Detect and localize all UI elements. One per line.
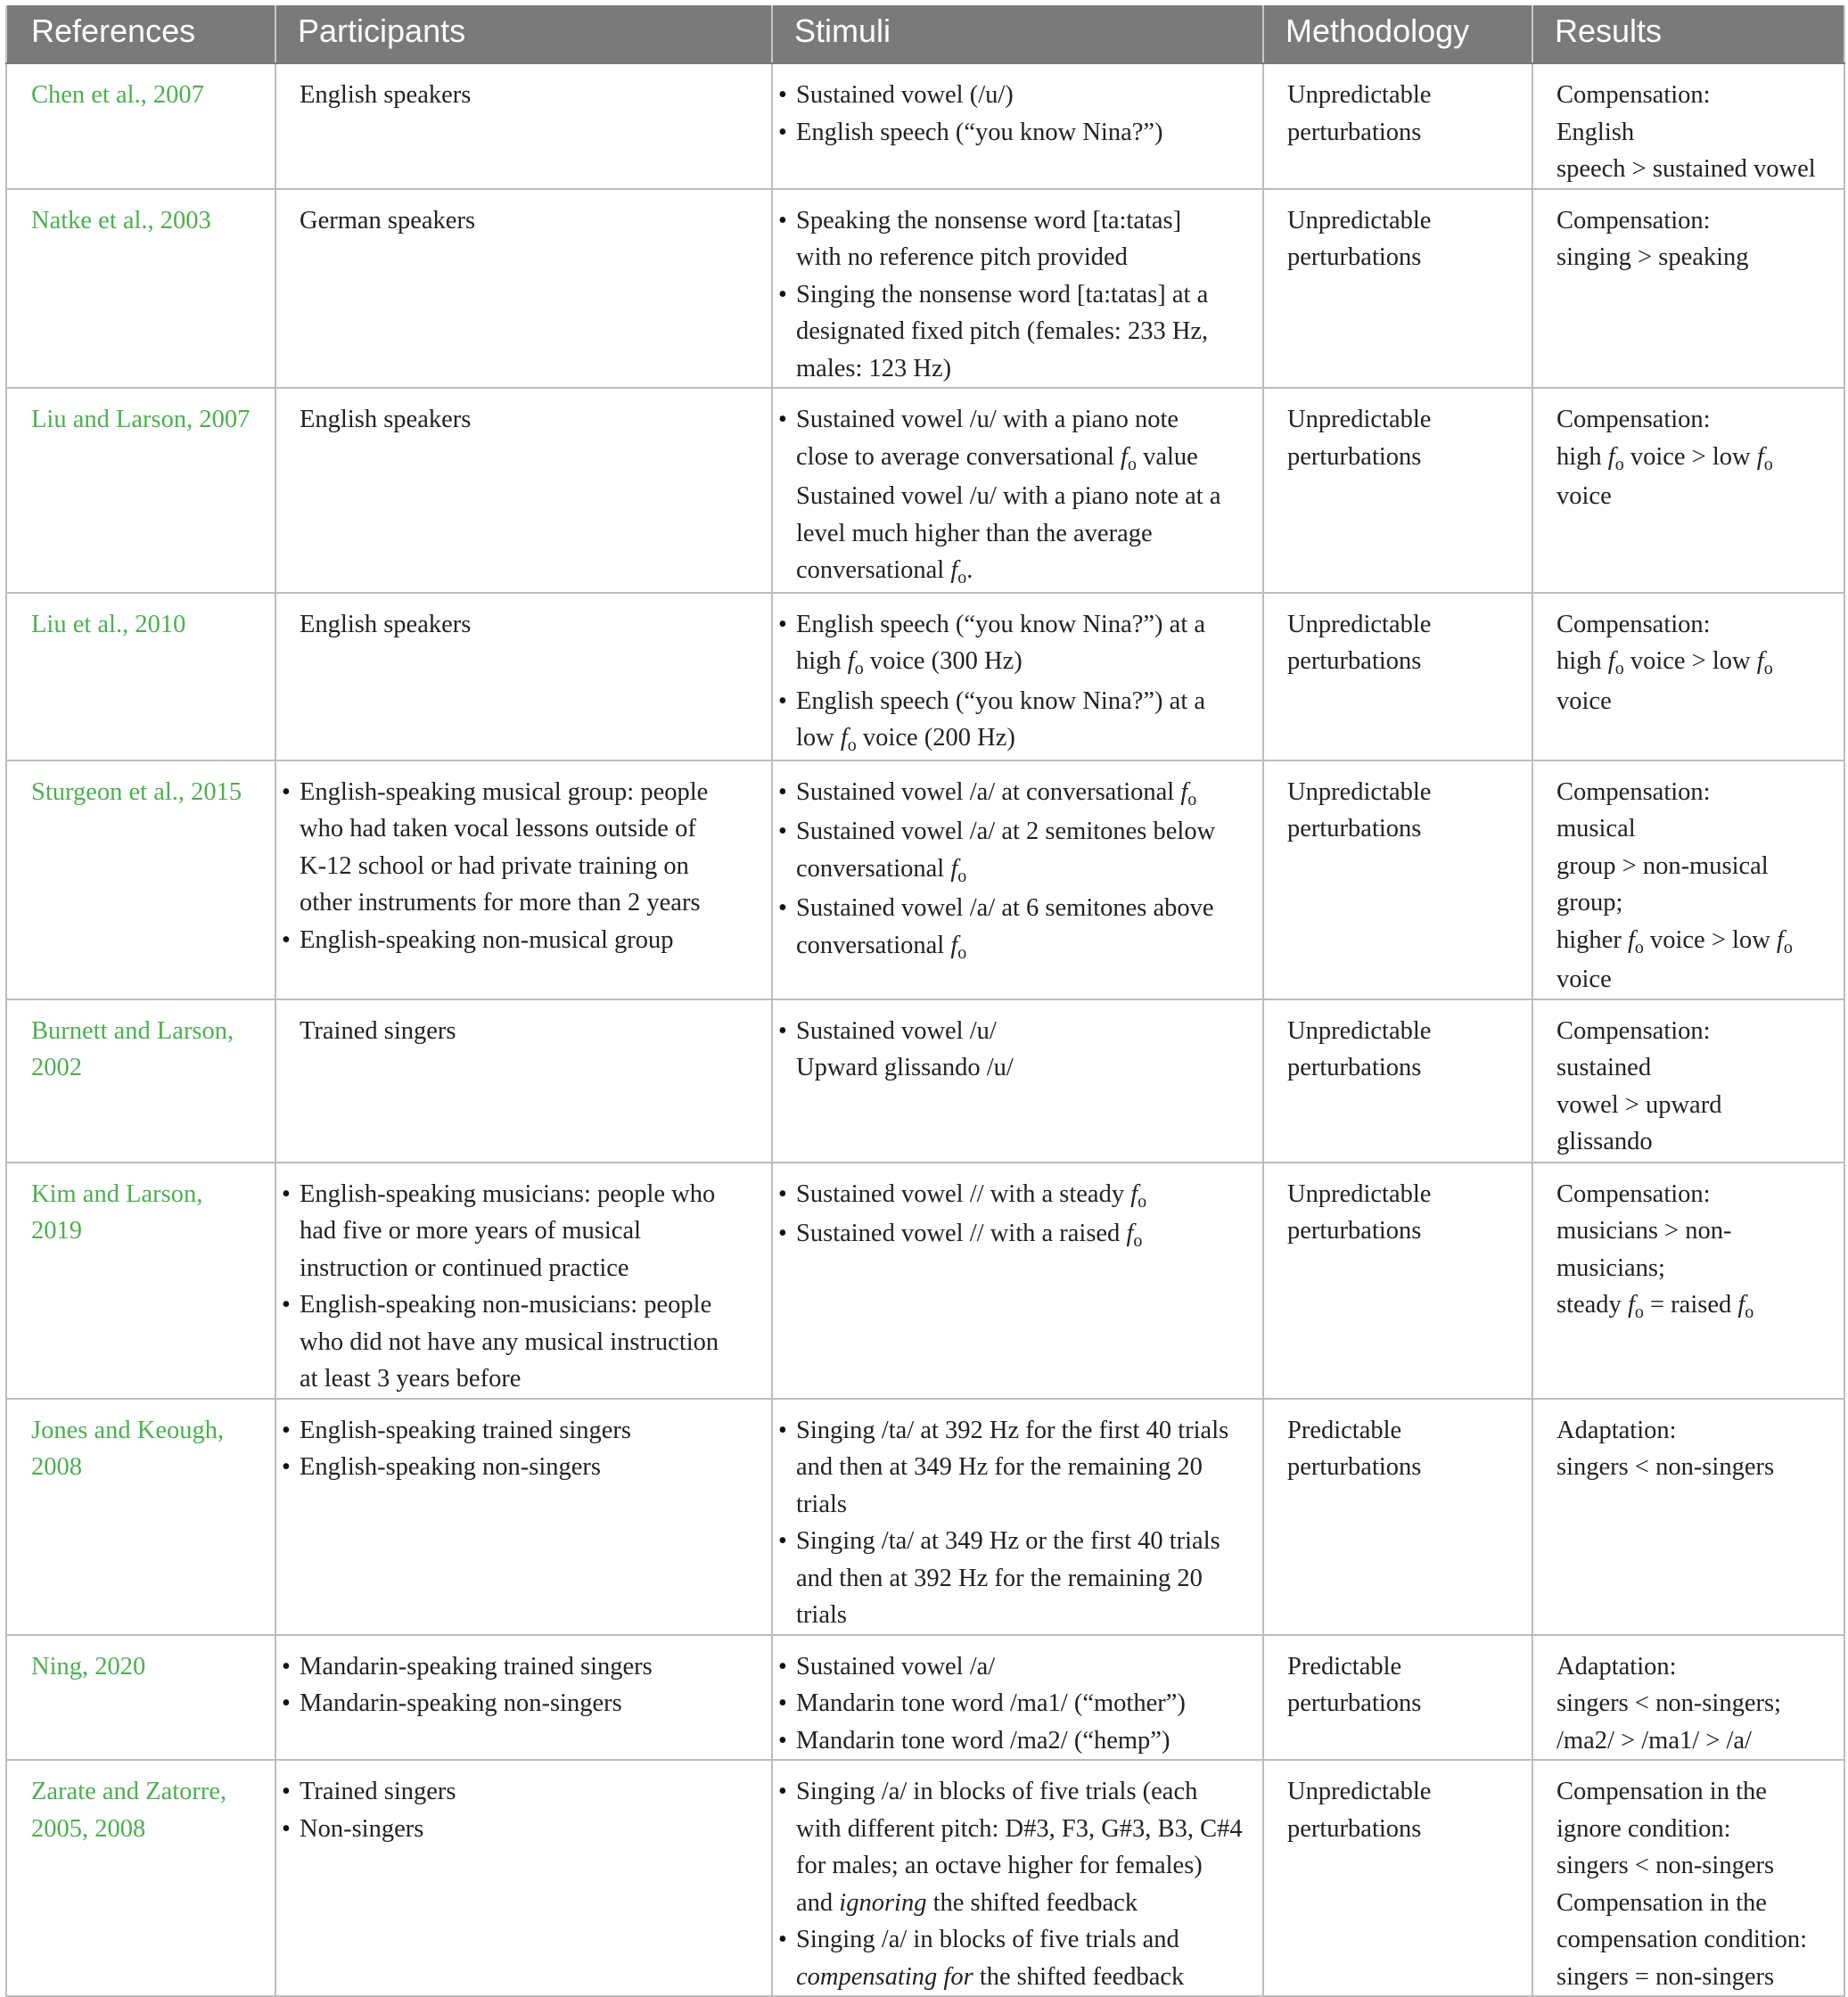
references-table <box>5 5 1845 1997</box>
cell-results <box>1532 63 1844 189</box>
text-line: Compensation: <box>1556 777 1711 806</box>
bullet-list <box>796 401 1259 592</box>
text-line: group > non-musical <box>1556 851 1769 880</box>
bullet-list <box>796 774 1259 967</box>
reference-link[interactable]: 2005, 2008 <box>31 1814 146 1843</box>
text-line: Compensation in the <box>1556 1888 1767 1917</box>
text-line: steady $f_o$ = raised $f_o$ <box>1556 1291 1754 1322</box>
cell-results <box>1532 1399 1844 1635</box>
text-line: • Sustained vowel // with a steady $f_o$ <box>796 1179 1147 1212</box>
cell-participants <box>275 593 772 760</box>
bullet-item <box>796 401 1259 592</box>
cell-stimuli <box>772 1399 1263 1635</box>
table-row <box>6 189 1844 389</box>
reference-link[interactable]: Natke et al., 2003 <box>31 206 211 234</box>
text-line: • Sustained vowel /a/ at 2 semitones below <box>796 818 1216 845</box>
text-line: perturbations <box>1287 1054 1422 1081</box>
bullet-item <box>796 276 1259 388</box>
bullet-list <box>796 202 1259 388</box>
cell-stimuli <box>772 999 1263 1163</box>
text-line: close to average conversational $f_o$ value <box>796 442 1198 474</box>
cell-participants <box>275 388 772 593</box>
bullet-item <box>796 77 1259 114</box>
reference-link[interactable]: 2019 <box>31 1217 82 1245</box>
text-line: • English speech (“you know Nina?”) <box>796 118 1163 146</box>
header-results: Results <box>1532 5 1844 63</box>
reference-link[interactable]: Zarate and Zatorre, <box>31 1778 227 1805</box>
text-line: perturbations <box>1287 815 1422 842</box>
table-row <box>6 760 1844 999</box>
text-line: compensation condition: <box>1556 1926 1807 1953</box>
cell-participants <box>275 189 772 389</box>
cell-methodology <box>1263 999 1532 1163</box>
text-line: Trained singers <box>300 1016 456 1045</box>
text-line: Unpredictable <box>1287 1778 1432 1805</box>
text-line: Compensation: <box>1556 206 1711 234</box>
text-line: high $f_o$ voice > low $f_o$ <box>1556 442 1773 474</box>
header-row <box>6 5 1844 63</box>
text-line: • English-speaking musical group: people <box>300 777 709 806</box>
text-line: • Sustained vowel /u/ <box>796 1016 997 1045</box>
bullet-item <box>796 114 1259 152</box>
bullet-item <box>300 1648 762 1686</box>
cell-stimuli <box>772 1163 1263 1399</box>
bullet-list <box>796 606 1259 760</box>
text-line: who had taken vocal lessons outside of <box>300 815 696 842</box>
text-line: other instruments for more than 2 years <box>300 889 701 916</box>
cell-stimuli <box>772 388 1263 593</box>
text-line: • Singing /a/ in blocks of five trials (each <box>796 1778 1198 1805</box>
cell-reference <box>6 999 275 1163</box>
reference-link[interactable]: 2002 <box>31 1054 82 1081</box>
text-line: high $f_o$ voice (300 Hz) <box>796 647 1023 678</box>
text-line: sustained <box>1556 1054 1652 1081</box>
text-line: singers < non-singers <box>1556 1852 1775 1879</box>
text-line: conversational $f_o$ <box>796 931 967 963</box>
text-line: at least 3 years before <box>300 1365 522 1393</box>
text-line: • Mandarin-speaking non-singers <box>300 1689 622 1717</box>
cell-results <box>1532 1760 1844 1996</box>
bullet-item <box>796 1773 1259 1921</box>
text-line: Compensation: <box>1556 610 1711 638</box>
text-line: designated fixed pitch (females: 233 Hz, <box>796 317 1209 345</box>
cell-participants <box>275 999 772 1163</box>
text-line: Compensation: <box>1556 406 1711 433</box>
text-line: • Singing /ta/ at 392 Hz for the first 40 trials <box>796 1416 1229 1444</box>
text-line: trials <box>796 1490 847 1518</box>
cell-reference <box>6 63 275 189</box>
text-line: /ma2/ > /ma1/ > /a/ <box>1556 1726 1752 1755</box>
text-line: higher $f_o$ voice > low $f_o$ <box>1556 925 1793 957</box>
bullet-list <box>796 77 1259 151</box>
bullet-list <box>300 1648 762 1722</box>
cell-stimuli <box>772 1635 1263 1761</box>
text-line: group; <box>1556 889 1623 916</box>
text-line: with different pitch: D#3, F3, G#3, B3, C#4 <box>796 1814 1243 1843</box>
text-line: singers < non-singers <box>1556 1453 1775 1481</box>
table-row <box>6 63 1844 189</box>
text-line: • Mandarin tone word /ma1/ (“mother”) <box>796 1689 1186 1717</box>
cell-results <box>1532 388 1844 593</box>
bullet-item <box>796 202 1259 276</box>
cell-results <box>1532 189 1844 389</box>
cell-participants <box>275 760 772 999</box>
cell-stimuli <box>772 593 1263 760</box>
text-line: males: 123 Hz) <box>796 354 952 382</box>
text-line: • Singing /ta/ at 349 Hz or the first 40 trials <box>796 1527 1220 1555</box>
text-line: Adaptation: <box>1556 1652 1677 1681</box>
bullet-item <box>796 683 1259 760</box>
text-line: K-12 school or had private training on <box>300 851 689 880</box>
text-line: conversational $f_o$. <box>796 556 973 588</box>
text-line: compensating for the shifted feedback <box>796 1962 1185 1991</box>
table-row <box>6 1760 1844 1996</box>
text-line: • English speech (“you know Nina?”) at a <box>796 686 1206 715</box>
bullet-item <box>796 890 1259 966</box>
cell-stimuli <box>772 760 1263 999</box>
text-line: level much higher than the average <box>796 519 1153 547</box>
text-line: • Sustained vowel /a/ <box>796 1652 996 1681</box>
text-line: speech > sustained vowel <box>1556 155 1816 183</box>
text-line: musicians > non- <box>1556 1217 1732 1245</box>
cell-methodology <box>1263 388 1532 593</box>
bullet-item <box>796 1013 1259 1087</box>
cell-results <box>1532 1163 1844 1399</box>
bullet-item <box>796 606 1259 683</box>
text-line: English speakers <box>300 81 472 109</box>
text-line: • English-speaking trained singers <box>300 1416 632 1444</box>
text-line: singers = non-singers <box>1556 1962 1775 1991</box>
cell-results <box>1532 999 1844 1163</box>
text-line: • English speech (“you know Nina?”) at a <box>796 610 1206 638</box>
cell-stimuli <box>772 189 1263 389</box>
text-line: Compensation: <box>1556 81 1711 109</box>
bullet-item <box>796 1215 1259 1255</box>
reference-link[interactable]: Liu and Larson, 2007 <box>31 406 251 433</box>
text-line: voice <box>1556 482 1612 510</box>
bullet-list <box>796 1412 1259 1634</box>
text-line: voice <box>1556 686 1612 715</box>
text-line: • English-speaking non-musical group <box>300 925 674 954</box>
bullet-item <box>300 1811 762 1848</box>
text-line: Unpredictable <box>1287 81 1432 109</box>
text-line: Unpredictable <box>1287 1016 1432 1045</box>
bullet-list <box>796 1013 1259 1087</box>
cell-participants <box>275 1399 772 1635</box>
cell-methodology <box>1263 189 1532 389</box>
header-references: References <box>6 5 275 63</box>
text-line: • Sustained vowel // with a raised $f_o$ <box>796 1220 1143 1251</box>
text-line: conversational $f_o$ <box>796 854 967 886</box>
text-line: and then at 392 Hz for the remaining 20 <box>796 1564 1203 1592</box>
text-line: and then at 349 Hz for the remaining 20 <box>796 1453 1203 1481</box>
bullet-item <box>300 1685 762 1722</box>
table-row <box>6 1399 1844 1635</box>
reference-link[interactable]: Liu et al., 2010 <box>31 610 186 638</box>
text-line: perturbations <box>1287 442 1422 471</box>
text-line: with no reference pitch provided <box>796 243 1128 271</box>
text-line: high $f_o$ voice > low $f_o$ <box>1556 647 1773 678</box>
bullet-list <box>796 1648 1259 1760</box>
table-row <box>6 593 1844 760</box>
text-line: perturbations <box>1287 1217 1422 1245</box>
text-line: who did not have any musical instruction <box>300 1327 719 1356</box>
bullet-list <box>300 774 762 959</box>
text-line: Unpredictable <box>1287 406 1432 433</box>
bullet-item <box>300 1176 762 1287</box>
text-line: and ignoring the shifted feedback <box>796 1888 1138 1917</box>
bullet-item <box>796 1685 1259 1722</box>
text-line: Sustained vowel /u/ with a piano note at a <box>796 482 1221 510</box>
cell-reference <box>6 388 275 593</box>
text-line: ignore condition: <box>1556 1814 1731 1843</box>
text-line: perturbations <box>1287 243 1422 271</box>
cell-methodology <box>1263 1399 1532 1635</box>
cell-participants <box>275 1760 772 1996</box>
text-line: Upward glissando /u/ <box>796 1054 1014 1081</box>
text-line: • Sustained vowel /a/ at conversational $f_o$ <box>796 777 1197 809</box>
text-line: perturbations <box>1287 118 1422 146</box>
bullet-item <box>300 1286 762 1398</box>
cell-reference <box>6 1163 275 1399</box>
header-stimuli: Stimuli <box>772 5 1263 63</box>
text-line: for males; an octave higher for females) <box>796 1852 1203 1879</box>
cell-reference <box>6 1399 275 1635</box>
text-line: voice <box>1556 966 1612 993</box>
text-line: • English-speaking non-musicians: people <box>300 1291 712 1319</box>
bullet-item <box>300 774 762 922</box>
text-line: perturbations <box>1287 647 1422 675</box>
bullet-list <box>300 1412 762 1486</box>
bullet-list <box>300 1176 762 1398</box>
text-line: English <box>1556 118 1635 146</box>
cell-participants <box>275 1163 772 1399</box>
text-line: Compensation: <box>1556 1016 1711 1045</box>
cell-methodology <box>1263 1635 1532 1761</box>
text-line: • Sustained vowel (/u/) <box>796 81 1014 109</box>
cell-reference <box>6 760 275 999</box>
text-line: instruction or continued practice <box>300 1253 629 1282</box>
text-line: Predictable <box>1287 1416 1402 1444</box>
bullet-item <box>796 1921 1259 1995</box>
text-line: • Sustained vowel /u/ with a piano note <box>796 406 1179 433</box>
bullet-item <box>796 1176 1259 1216</box>
cell-reference <box>6 1635 275 1761</box>
text-line: • English-speaking non-singers <box>300 1453 601 1481</box>
cell-stimuli <box>772 1760 1263 1996</box>
reference-link[interactable]: Sturgeon et al., 2015 <box>31 777 242 806</box>
reference-link[interactable]: Chen et al., 2007 <box>31 81 204 109</box>
text-line: English speakers <box>300 610 472 638</box>
text-line: trials <box>796 1601 847 1629</box>
bullet-item <box>796 813 1259 890</box>
cell-results <box>1532 593 1844 760</box>
text-line: Predictable <box>1287 1652 1402 1681</box>
text-line: Adaptation: <box>1556 1416 1677 1444</box>
text-line: Unpredictable <box>1287 1179 1432 1208</box>
reference-link[interactable]: 2008 <box>31 1453 82 1481</box>
text-line: musicians; <box>1556 1253 1665 1282</box>
text-line: vowel > upward <box>1556 1090 1722 1119</box>
bullet-item <box>300 1412 762 1450</box>
cell-methodology <box>1263 593 1532 760</box>
table-row <box>6 1635 1844 1761</box>
text-line: • Speaking the nonsense word [ta:tatas] <box>796 206 1182 234</box>
reference-link[interactable]: Ning, 2020 <box>31 1652 146 1681</box>
text-line: singing > speaking <box>1556 243 1749 271</box>
reference-link[interactable]: Jones and Keough, <box>31 1416 225 1444</box>
text-line: musical <box>1556 815 1636 842</box>
cell-reference <box>6 189 275 389</box>
text-line: • Non-singers <box>300 1814 424 1843</box>
cell-results <box>1532 760 1844 999</box>
text-line: • Sustained vowel /a/ at 6 semitones above <box>796 894 1214 922</box>
reference-link[interactable]: Burnett and Larson, <box>31 1016 234 1045</box>
text-line: Unpredictable <box>1287 777 1432 806</box>
text-line: perturbations <box>1287 1453 1422 1481</box>
table-row <box>6 1163 1844 1399</box>
cell-reference <box>6 593 275 760</box>
bullet-list <box>796 1773 1259 1995</box>
bullet-item <box>796 1722 1259 1760</box>
text-line: • Singing the nonsense word [ta:tatas] at a <box>796 280 1209 308</box>
bullet-item <box>796 1648 1259 1686</box>
bullet-item <box>796 1412 1259 1524</box>
text-line: Unpredictable <box>1287 206 1432 234</box>
table-row <box>6 388 1844 593</box>
bullet-item <box>796 1523 1259 1634</box>
cell-participants <box>275 1635 772 1761</box>
cell-methodology <box>1263 760 1532 999</box>
bullet-item <box>300 1449 762 1486</box>
table-row <box>6 999 1844 1163</box>
text-line: German speakers <box>300 206 476 234</box>
text-line: low $f_o$ voice (200 Hz) <box>796 724 1015 755</box>
cell-methodology <box>1263 1163 1532 1399</box>
cell-results <box>1532 1635 1844 1761</box>
header-methodology: Methodology <box>1263 5 1532 63</box>
cell-methodology <box>1263 63 1532 189</box>
cell-participants <box>275 63 772 189</box>
text-line: English speakers <box>300 406 472 433</box>
text-line: had five or more years of musical <box>300 1217 642 1245</box>
text-line: • Singing /a/ in blocks of five trials and <box>796 1926 1179 1953</box>
reference-link[interactable]: Kim and Larson, <box>31 1179 203 1208</box>
text-line: singers < non-singers; <box>1556 1689 1781 1717</box>
text-line: • English-speaking musicians: people who <box>300 1179 716 1208</box>
text-line: • Mandarin-speaking trained singers <box>300 1652 653 1681</box>
bullet-item <box>300 1773 762 1811</box>
bullet-item <box>796 774 1259 814</box>
cell-stimuli <box>772 63 1263 189</box>
header-participants: Participants <box>275 5 772 63</box>
cell-methodology <box>1263 1760 1532 1996</box>
cell-reference <box>6 1760 275 1996</box>
text-line: glissando <box>1556 1128 1653 1155</box>
bullet-list <box>300 1773 762 1847</box>
text-line: Unpredictable <box>1287 610 1432 638</box>
bullet-list <box>796 1176 1259 1255</box>
text-line: perturbations <box>1287 1814 1422 1843</box>
table-body <box>6 63 1844 1996</box>
bullet-item <box>300 922 762 959</box>
text-line: Compensation in the <box>1556 1778 1767 1805</box>
text-line: • Mandarin tone word /ma2/ (“hemp”) <box>796 1726 1170 1755</box>
text-line: perturbations <box>1287 1689 1422 1717</box>
text-line: Compensation: <box>1556 1179 1711 1208</box>
text-line: • Trained singers <box>300 1778 456 1805</box>
